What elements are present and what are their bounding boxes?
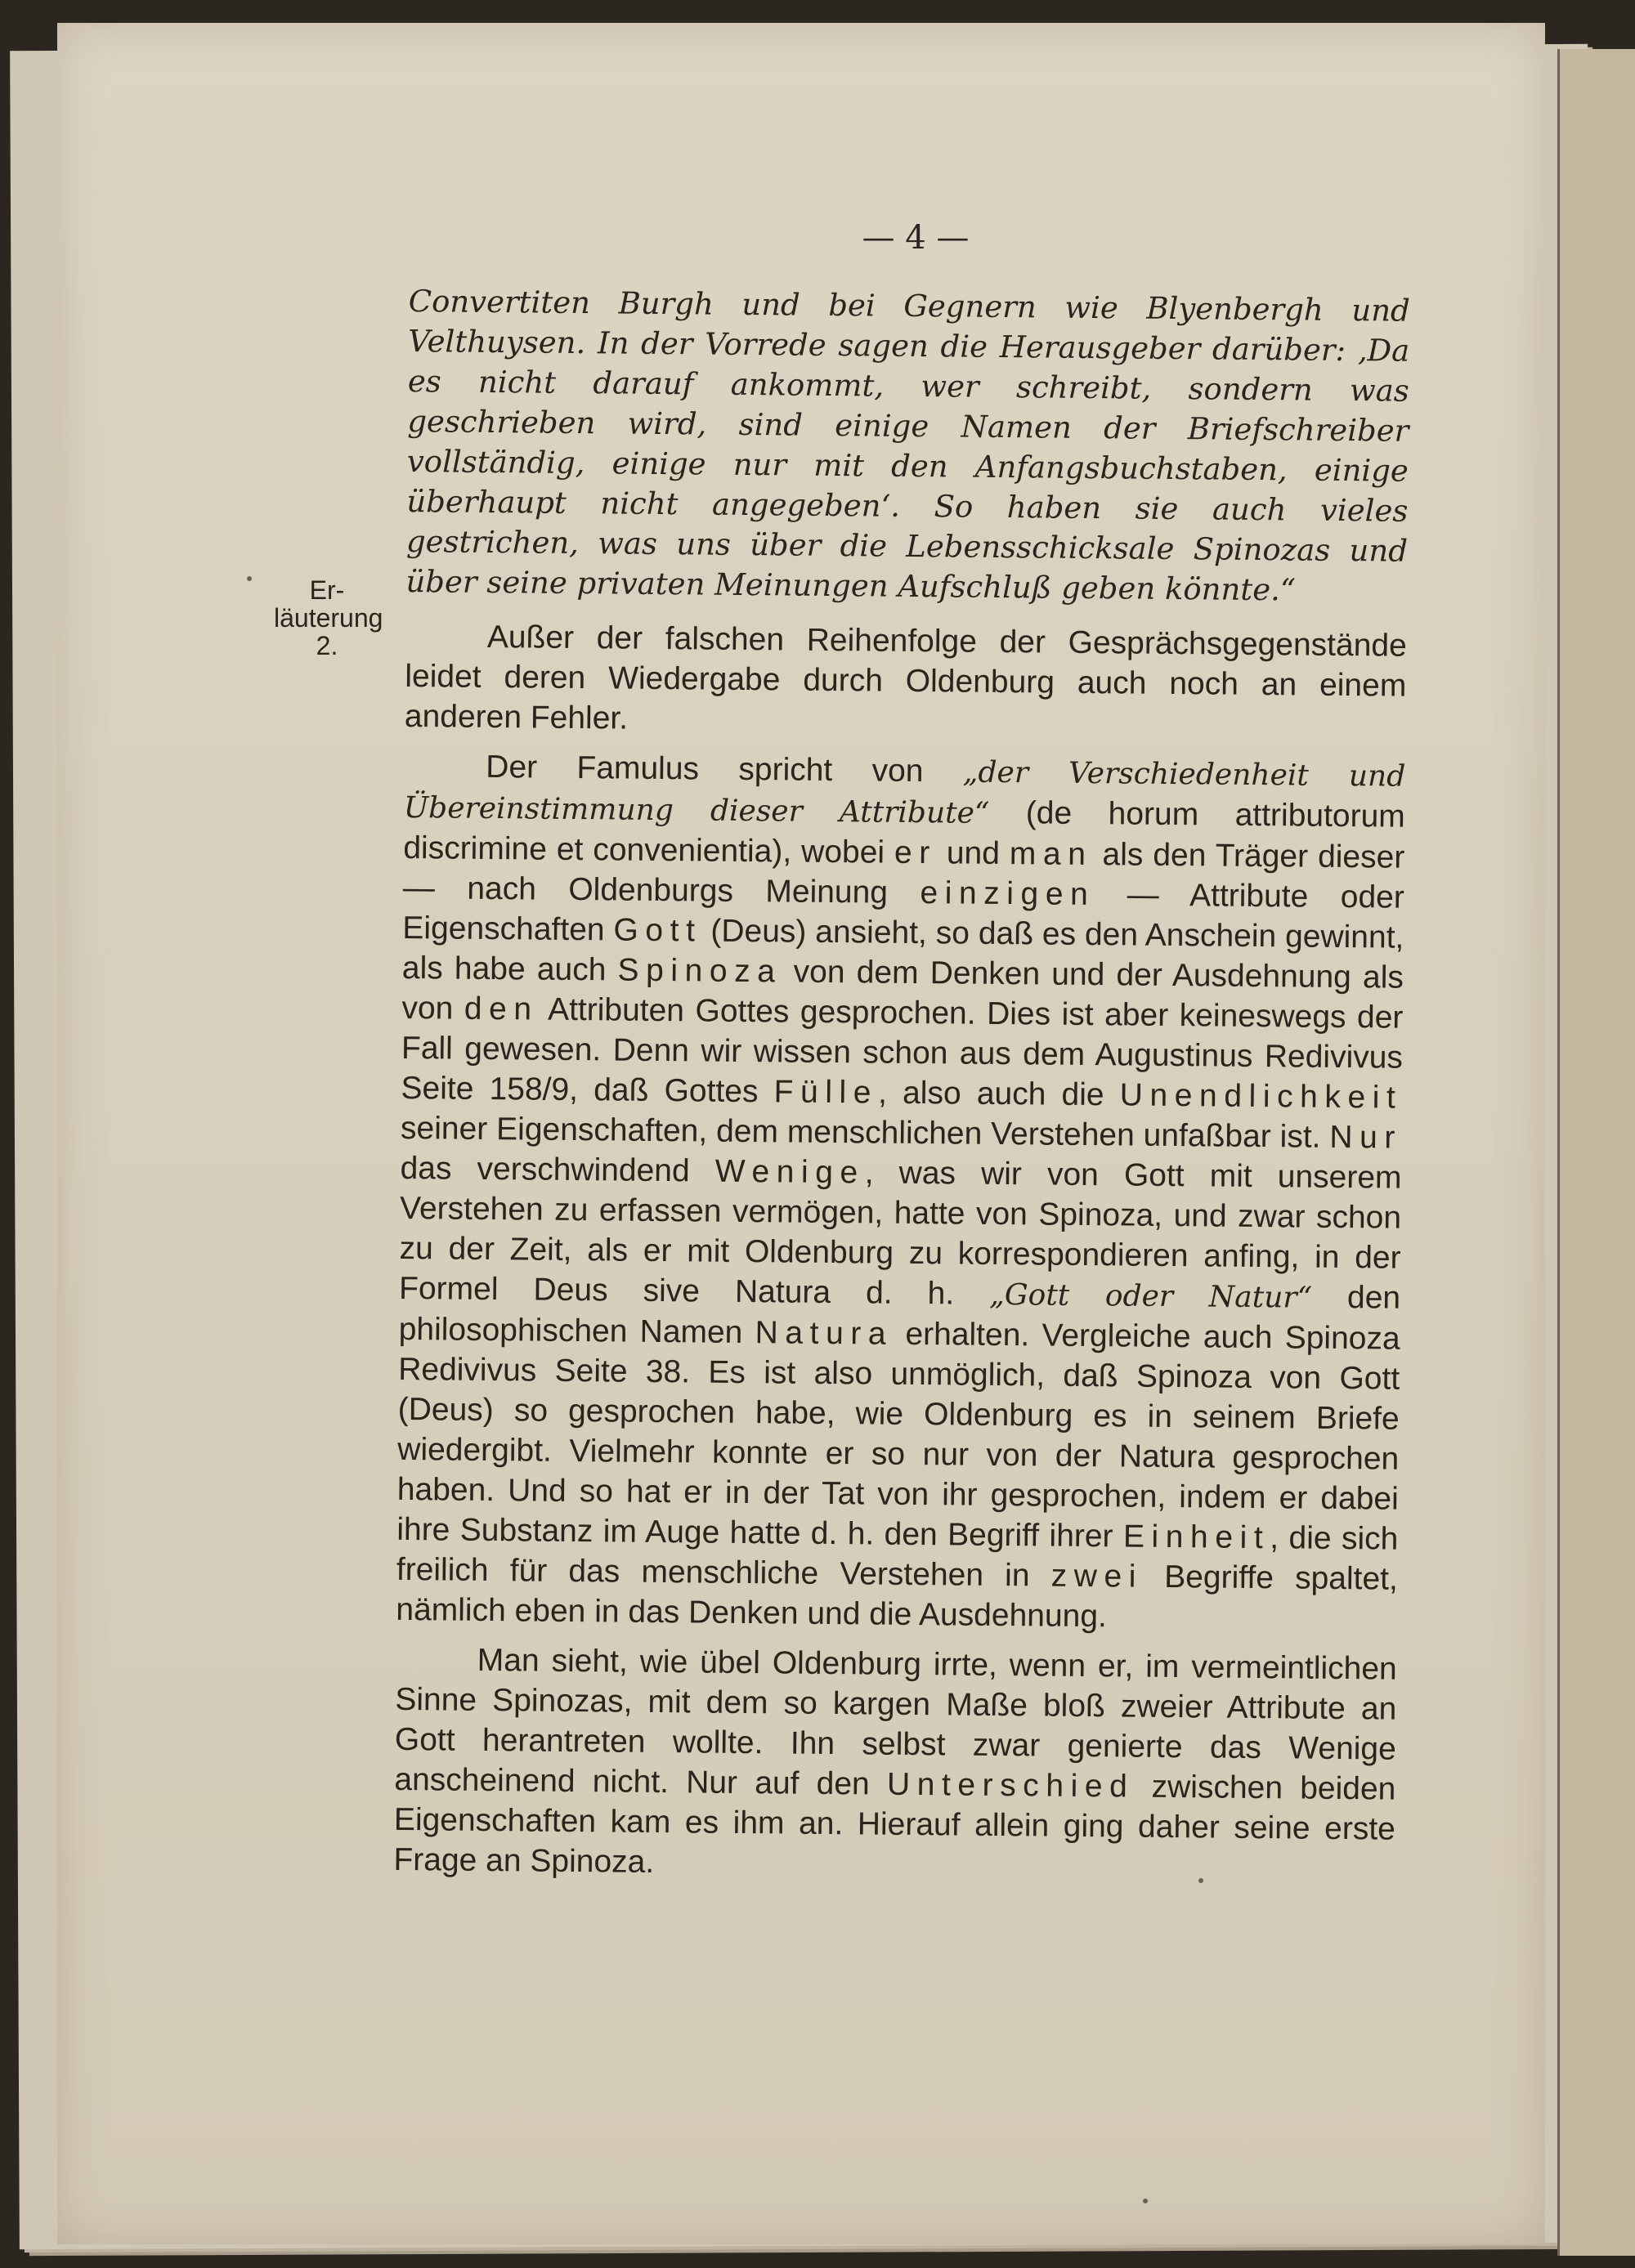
text-run: (de horum attributorum discrimine et convenientia), wobei: [403, 794, 1405, 870]
spaced-word: zwei: [1050, 1558, 1144, 1595]
spaced-word: Einheit: [1122, 1519, 1270, 1556]
text-run: Begriffe spaltet, nämlich eben in das Denken und die Ausdehnung.: [396, 1559, 1399, 1635]
spaced-word: Unterschied: [886, 1766, 1135, 1805]
spaced-word: den: [464, 991, 539, 1027]
page-number: — 4 —: [862, 219, 970, 257]
spaced-word: Unendlichkeit: [1119, 1077, 1403, 1116]
spaced-word: Natura: [755, 1315, 894, 1352]
spaced-word: man: [1009, 836, 1093, 873]
text-run: seiner Eigenschaften, dem menschlichen Verstehen unfaßbar ist.: [400, 1110, 1330, 1155]
text-run: zwischen beiden Eigenschaften kam es ihm an. Hierauf allein ging daher seine erste Frage an Spinoza.: [393, 1769, 1396, 1880]
text-run: (Deus) ansieht, so daß es den Anschein gewinnt, als habe auch: [401, 913, 1404, 988]
spaced-word: er: [894, 834, 938, 871]
spaced-word: Fülle: [773, 1074, 879, 1111]
text-run: erhalten. Vergleiche auch Spinoza Redivivus Seite 38. Es ist also unmöglich, daß Spinoza von Gott (Deus) so gesprochen habe, wie Oldenburg es in seinem Briefe wiedergibt. Vielmehr konnte er so nur von der Natura gesprochen haben. Und so hat er in der Tat von ihr gesprochen, indem er dabei ihre Substanz im Auge hatte d. h. den Begriff ihrer: [396, 1316, 1400, 1554]
spaced-word: einzigen: [920, 875, 1095, 913]
margin-note: [274, 575, 383, 660]
text-run: , also auch die: [877, 1075, 1120, 1113]
text-run: — Attribute oder Eigenschaften: [402, 877, 1405, 948]
text-run: Attributen Gottes gesprochen. Dies ist aber keineswegs der Fall gewesen. Denn wir wissen schon aus dem Augustinus Redivivus Seite 158/9, daß Gottes: [401, 991, 1404, 1110]
quoted-passage: Convertiten Burgh und bei Gegnern wie Blyenbergh und Velthuysen. In der Vorrede sagen die Herausgeber darüber: ‚Da es nicht darauf ankommt, wer schreibt, sondern was geschrieben wird, sind einige Namen der Briefschreiber vollständig, einige nur mit den Anfangsbuchstaben, einige überhaupt nicht angegeben‘. So haben sie auch vieles gestrichen, was uns über die Lebensschicksale Spinozas und über seine privaten Meinungen Aufschluß geben könnte.“: [405, 283, 1410, 608]
paragraph-3: [393, 1639, 1397, 1890]
paragraph-1: Außer der falschen Reihenfolge der Gesprächsgegenstände leidet deren Wiedergabe durch Oldenburg auch noch an einem anderen Fehler.: [404, 619, 1407, 736]
body-text: [393, 281, 1410, 1899]
text-run: und: [936, 835, 1010, 872]
adjacent-page-strip: [1557, 49, 1635, 2256]
text-run: , die sich freilich für das menschliche Verstehen in: [396, 1520, 1399, 1594]
text-run: von dem Denken und der Ausdehnung als von: [401, 954, 1404, 1027]
italic-phrase: „der Verschiedenheit und Übereinstimmung dieser Attribute“: [403, 755, 1406, 830]
text-run: den philosophischen Namen: [398, 1279, 1401, 1351]
text-run: das verschwindend: [400, 1150, 715, 1189]
italic-phrase: „Gott oder Natur“: [989, 1277, 1313, 1315]
text-run: als den Träger dieser — nach Oldenburgs Meinung: [402, 837, 1405, 911]
text-run: , was wir von Gott mit unserem Verstehen zu erfassen vermögen, hatte von Spinoza, und zwar schon zu der Zeit, als er mit Oldenburg zu korrespondieren anfing, in der Formel Deus sive Natura d. h.: [398, 1155, 1402, 1312]
spaced-word: Nur: [1329, 1119, 1403, 1156]
margin-note-line: Er-: [309, 575, 345, 605]
text-run: Man sieht, wie übel Oldenburg irrte, wenn er, im vermeintlichen Sinne Spinozas, mit dem so kargen Maße bloß zweier Attribute an Gott herantreten wollte. Ihn selbst zwar genierte das Wenige anscheinend nicht. Nur auf den: [394, 1642, 1397, 1802]
paragraph-2: [396, 746, 1405, 1639]
paper-speck: [247, 576, 252, 581]
paper-speck: [1198, 1878, 1203, 1883]
text-run: Der Famulus spricht von: [486, 749, 964, 790]
paper-speck: [1143, 2199, 1148, 2203]
spaced-word: Gott: [613, 912, 702, 949]
margin-note-line: läuterung: [274, 603, 383, 633]
margin-note-line: 2.: [316, 631, 338, 660]
spaced-word: Spinoza: [617, 952, 782, 990]
spaced-word: Wenige: [714, 1153, 865, 1191]
